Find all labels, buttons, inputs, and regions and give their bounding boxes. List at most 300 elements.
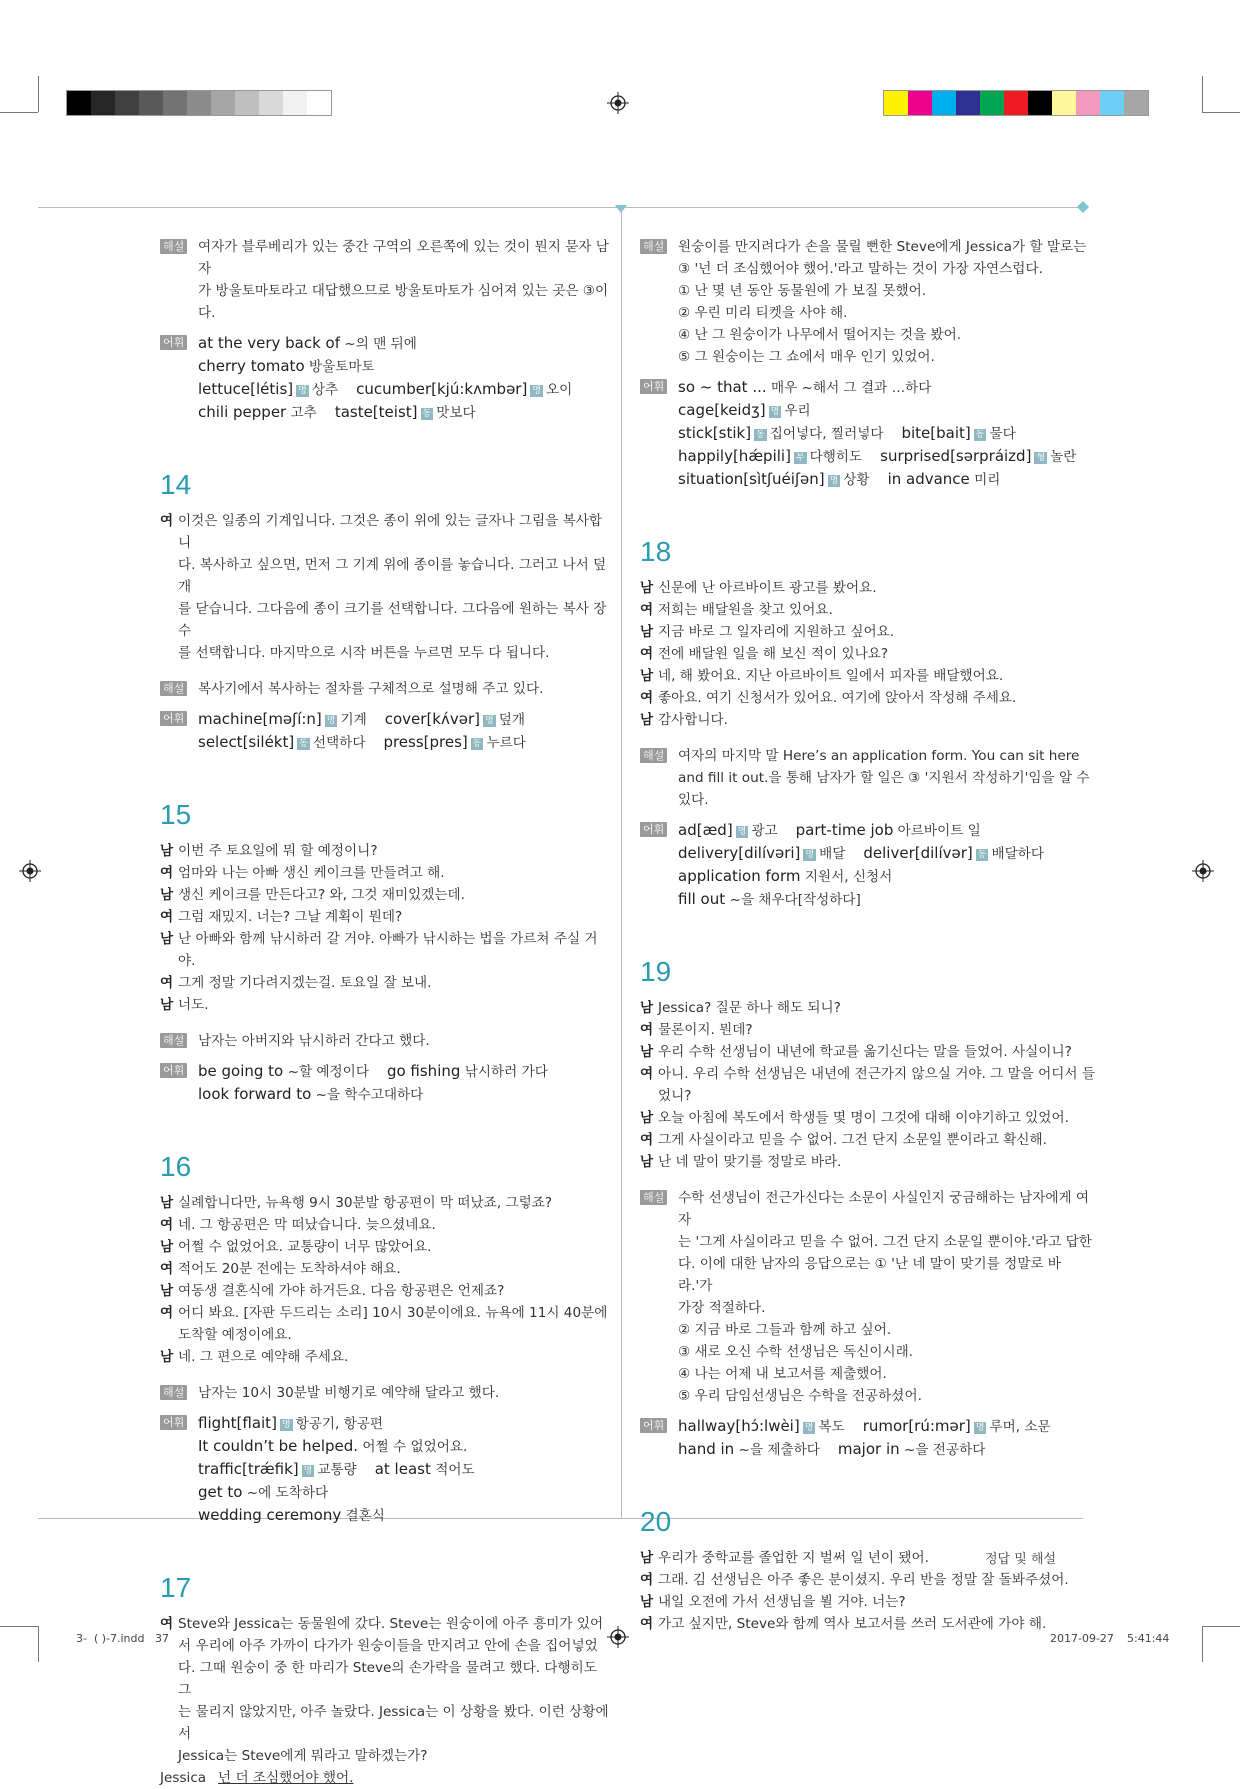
question-number: 17 [160,1572,192,1603]
vocab-meaning: 기계 [340,712,367,728]
dialog-text: 그래. 김 선생님은 아주 좋은 분이셨지. 우리 반을 정말 잘 돌봐주셨어. [658,1572,1069,1588]
dialog-text: 저희는 배달원을 찾고 있어요. [658,602,833,618]
color-swatch [1004,91,1028,115]
part-of-speech-badge: 명 [737,827,747,837]
vocab-tag: 어휘 [640,822,667,837]
dialog-text: Jessica? 질문 하나 해도 되니? [658,1000,841,1016]
vocab-term: major in [837,1440,900,1458]
vocab-term: bite[bait] [901,424,971,442]
vocab-meaning: 미리 [974,472,1001,488]
vocab-term: traffic[trǽfik] [198,1460,299,1478]
vocab-item [678,1415,845,1438]
vocab-term: cucumber[kjú:kʌmbər] [356,380,528,398]
part-of-speech-badge: 명 [805,850,815,860]
vocab-meaning: 광고 [751,823,778,839]
vocab-item [678,445,862,468]
vocab-row [678,1438,1095,1461]
speaker-label: 여 [160,513,174,529]
registration-mark-icon [607,92,629,114]
vocab-meaning: 물다 [989,426,1016,442]
dialog-text: 너도. [178,997,209,1013]
vocab-term: fill out [678,890,726,908]
q18-explanation: 여자의 마지막 말 Here’s an application form. You can sit here and fill it out.을 통해 남자가 할 일은 ③ '지원서 작성하기'임을 알 수 있다. [678,748,1090,808]
vocab-row [198,378,610,401]
dialog-text: 난 아빠와 함께 낚시하러 갈 거야. 아빠가 낚시하는 법을 가르쳐 주실 거야. [178,931,598,969]
dialog-line [160,1192,610,1214]
gray-swatch [163,91,187,115]
dialog-line [160,1258,610,1280]
part-of-speech-badge: 명 [485,716,494,726]
vocab-meaning: 루머, 소문 [989,1419,1051,1435]
dialog-line [160,906,610,928]
vocab-term: look forward to [198,1085,312,1103]
dialog-line [640,621,1095,643]
q14-vocab [198,708,610,754]
color-swatch [908,91,932,115]
vocab-meaning: 누르다 [486,735,526,751]
explanation-tag: 해설 [640,748,667,763]
speaker-label: 남 [160,887,174,903]
dialog-text: 난 네 말이 맞기를 정말로 바라. [658,1154,842,1170]
color-swatch [1100,91,1124,115]
vocab-term: taste[teist] [334,403,418,421]
page-footer-label: 정답 및 해설 [985,1552,1057,1567]
speaker-label: 남 [640,712,654,728]
vocab-item [387,1060,548,1083]
dialog-text: 네, 해 봤어요. 지난 아르바이트 일에서 피자를 배달했어요. [658,668,1004,684]
q18-vocab [678,819,1095,911]
q14-dialog [160,510,610,664]
vocab-term: part-time job [795,821,894,839]
part-of-speech-badge: 명 [298,386,307,396]
vocab-meaning: 상황 [843,472,870,488]
color-swatch [956,91,980,115]
dialog-line [640,1591,1095,1613]
dialog-line [160,1613,610,1767]
vocab-tag: 어휘 [160,335,187,350]
dialog-text: 우리가 중학교를 졸업한 지 벌써 일 년이 됐어. [658,1550,929,1566]
vocab-term: rumor[rú:mər] [862,1417,971,1435]
dialog-line [640,1569,1095,1591]
vocab-meaning: 매우 ~해서 그 결과 …하다 [770,380,932,396]
q16-vocab [198,1412,610,1527]
dialog-text: 신문에 난 아르바이트 광고를 봤어요. [658,580,877,596]
part-of-speech-badge: 명 [281,1420,291,1430]
q15-explanation: 남자는 아버지와 낚시하러 간다고 했다. [198,1033,430,1049]
speaker-label: 남 [640,1044,654,1060]
vocab-row [678,445,1095,468]
vocab-item [385,708,525,731]
dialog-line [160,510,610,664]
question-number: 19 [640,956,672,987]
vocab-term: at the very back of [198,334,341,352]
speaker-label: 여 [160,1217,174,1233]
vocab-meaning: 놀란 [1050,449,1077,465]
part-of-speech-badge: 동 [472,739,482,749]
dialog-line [640,687,1095,709]
dialog-line [160,1236,610,1258]
dialog-text: 전에 배달원 일을 해 보신 적이 있나요? [658,646,889,662]
vocab-term: ad[æd] [678,821,733,839]
slug-date: 2017-09-27 [1050,1632,1114,1645]
vocab-term: flight[flait] [198,1414,277,1432]
gray-swatch [91,91,115,115]
question-number: 18 [640,536,672,567]
vocab-term: at least [374,1460,431,1478]
speaker-label: 남 [640,1550,654,1566]
vocab-item [198,708,367,731]
vocab-item [863,1415,1051,1438]
q17-dialog [160,1613,610,1767]
vocab-meaning: 배달 [819,846,846,862]
speaker-label: 남 [640,580,654,596]
speaker-label: 여 [160,1305,174,1321]
vocab-item [375,1458,475,1481]
part-of-speech-badge: 형 [1036,453,1046,463]
vocab-row [198,1060,610,1083]
dialog-text: Steve와 Jessica는 동물원에 갔다. Steve는 원숭이에 아주 흥미가 있어 [178,1616,604,1632]
speaker-label: 남 [640,1154,654,1170]
vocab-row [678,422,1095,445]
vocab-item [198,1435,467,1458]
vocab-term: happily[hǽpili] [678,447,791,465]
vocab-term: so ~ that ... [678,378,767,396]
vocab-row [678,376,1095,422]
dialog-line [640,1041,1095,1063]
vocab-item [198,1060,369,1083]
dialog-line [640,1019,1095,1041]
vocab-item [863,842,1044,865]
q15-dialog [160,840,610,1016]
dialog-line [160,994,610,1016]
dialog-text: 그게 사실이라고 믿을 수 없어. 그건 단지 소문일 뿐이라고 확신해. [658,1132,1047,1148]
q19-vocab [678,1415,1095,1461]
dialog-text: 네. 그 항공편은 막 떠났습니다. 늦으셨네요. [178,1217,436,1233]
vocab-item [198,332,417,355]
vocab-row [678,842,1095,865]
vocab-meaning: 복도 [818,1419,845,1435]
speaker-label: 남 [160,1349,174,1365]
q14-explanation: 복사기에서 복사하는 절차를 구체적으로 설명해 주고 있다. [198,681,544,697]
part-of-speech-badge: 명 [829,476,839,486]
crop-mark [38,1626,39,1662]
color-swatch [1052,91,1076,115]
vocab-item [678,468,870,491]
part-of-speech-badge: 동 [299,739,308,749]
vocab-meaning: 어쩔 수 없었어요. [362,1439,468,1455]
vocab-item [198,1412,383,1435]
gray-swatch [115,91,139,115]
vocab-item [383,731,525,754]
slug-filename: 3- ( )-7.indd 37 [76,1632,169,1645]
gray-swatch [283,91,307,115]
vocab-term: hallway[hɔ́:lwèi] [678,1417,800,1435]
vocab-item [796,819,981,842]
part-of-speech-badge: 동 [975,430,985,440]
vocab-meaning: 오이 [546,382,573,398]
vocab-term: stick[stik] [678,424,752,442]
part-of-speech-badge: 명 [532,386,542,396]
vocab-meaning: 지원서, 신청서 [804,869,893,885]
gray-swatch [139,91,163,115]
color-swatch [1076,91,1100,115]
vocab-item [198,378,338,401]
q17-answer: Jessica 넌 더 조심했어야 했어. [160,1770,354,1786]
dialog-line [640,709,1095,731]
diamond-icon [1077,201,1089,213]
crop-mark [1202,112,1240,113]
vocab-item [678,422,883,445]
dialog-text: 좋아요. 여기 신청서가 있어요. 여기에 앉아서 작성해 주세요. [658,690,1017,706]
part-of-speech-badge: 명 [303,1466,313,1476]
vocab-row [198,1435,610,1458]
question-number: 16 [160,1151,192,1182]
vocab-term: in advance [887,470,970,488]
color-swatch [980,91,1004,115]
q15-vocab [198,1060,610,1106]
dialog-line [640,1129,1095,1151]
vocab-row [678,1415,1095,1438]
dialog-text: 다. 복사하고 싶으면, 먼저 그 기계 위에 종이를 놓습니다. 그러고 나서 덮개 [178,557,607,595]
dialog-text: 를 선택합니다. 마지막으로 시작 버튼을 누르면 모두 다 됩니다. [178,645,550,661]
dialog-text: Jessica는 Steve에게 뭐라고 말하겠는가? [178,1748,428,1764]
process-color-bar [883,90,1149,116]
vocab-item [888,468,1001,491]
dialog-text: 를 닫습니다. 그다음에 종이 크기를 선택합니다. 그다음에 원하는 복사 장수 [178,601,607,639]
vocab-term: go fishing [386,1062,461,1080]
vocab-term: deliver[dilívər] [863,844,973,862]
vocab-item [198,1083,423,1106]
dialog-text: 여동생 결혼식에 가야 하거든요. 다음 항공편은 언제죠? [178,1283,505,1299]
vocab-term: hand in [678,1440,735,1458]
dialog-line [640,665,1095,687]
vocab-term: press[pres] [383,733,468,751]
vocab-meaning: ~을 전공하다 [903,1442,986,1458]
vocab-meaning: 우리 [784,403,811,419]
question-number: 15 [160,799,192,830]
vocab-meaning: 상추 [311,382,339,398]
color-swatch [884,91,908,115]
part-of-speech-badge: 명 [770,407,780,417]
vocab-item [880,445,1076,468]
vocab-meaning: 낚시하러 가다 [464,1064,548,1080]
crop-mark [1202,1626,1240,1627]
vocab-tag: 어휘 [160,1415,187,1430]
speaker-label: 남 [640,1594,654,1610]
vocab-item [198,1504,385,1527]
speaker-label: 여 [640,646,654,662]
column-divider [621,208,622,1518]
registration-mark-icon [1192,860,1214,882]
dialog-line [640,643,1095,665]
vocab-term: surprised[sərpráizd] [880,447,1032,465]
vocab-row [198,401,610,424]
explanation-tag: 해설 [160,1385,187,1400]
q17-explanation: 원숭이를 만지려다가 손을 물릴 뻔한 Steve에게 Jessica가 할 말로는 ③ '넌 더 조심했어야 했어.'라고 말하는 것이 가장 자연스럽다. ① 난 몇 년 동안 동물원에 가 보질 못했어. ② 우린 미리 티켓을 사야 해. ④ 난 그 원숭이가 나무에서 떨어지는 것을 봤어. ⑤ 그 원숭이는 그 쇼에서 매우 인기 있었어. [678,239,1087,365]
speaker-label: 남 [160,931,174,947]
vocab-meaning: 집어넣다, 찔러넣다 [769,426,884,442]
dialog-line [160,928,610,972]
vocab-item [678,842,845,865]
vocab-meaning: 맛보다 [436,405,476,421]
vocab-item [198,355,375,378]
vocab-row [678,865,1095,911]
explanation-tag: 해설 [160,1033,187,1048]
q19-dialog [640,997,1095,1173]
vocab-term: lettuce[létis] [198,380,294,398]
dialog-text: 실례합니다만, 뉴욕행 9시 30분발 항공편이 막 떠났죠, 그렇죠? [178,1195,553,1211]
slug-time: 5:41:44 [1127,1632,1170,1645]
gray-swatch [67,91,91,115]
top-rule [38,207,1083,208]
dialog-text: 내일 오전에 가서 선생님을 뵐 거야. 너는? [658,1594,906,1610]
part-of-speech-badge: 명 [804,1423,814,1433]
vocab-row [198,1083,610,1106]
part-of-speech-badge: 명 [975,1423,985,1433]
dialog-text: 그럼 재밌지. 너는? 그날 계획이 뭔데? [178,909,403,925]
vocab-item [356,378,572,401]
vocab-item [678,399,811,422]
vocab-term: situation[sìtʃuéiʃən] [678,470,825,488]
vocab-term: application form [678,867,801,885]
crop-mark [1202,1626,1203,1662]
dialog-line [640,577,1095,599]
dialog-text: 지금 바로 그 일자리에 지원하고 싶어요. [658,624,895,640]
speaker-label: 여 [640,602,654,618]
dialog-line [160,1302,610,1346]
dialog-text: 아니. 우리 수학 선생님은 내년에 전근가지 않으실 거야. 그 말을 어디서 들 [658,1066,1095,1082]
vocab-meaning: 교통량 [317,1462,357,1478]
part-of-speech-badge: 동 [977,850,987,860]
gray-swatch [187,91,211,115]
vocab-term: select[silékt] [198,733,295,751]
part-of-speech-badge: 동 [756,430,765,440]
vocab-item [335,401,476,424]
vocab-term: be going to [198,1062,284,1080]
dialog-line [160,1214,610,1236]
vocab-meaning: 적어도 [435,1462,475,1478]
explanation-tag: 해설 [640,1190,667,1205]
dialog-line [160,1346,610,1368]
vocab-meaning: ~에 도착하다 [246,1485,329,1501]
dialog-text: 었니? [658,1088,692,1104]
vocab-term: cover[kʌ́vər] [384,710,480,728]
vocab-row [678,819,1095,842]
speaker-label: 남 [160,997,174,1013]
vocab-row [198,332,610,378]
speaker-label: 여 [640,690,654,706]
dialog-text: 물론이지. 뭔데? [658,1022,753,1038]
q13-explanation: 여자가 블루베리가 있는 중간 구역의 오른쪽에 있는 것이 뭔지 묻자 남자 가 방울토마토라고 대답했으므로 방울토마토가 심어져 있는 곳은 ③이다. [198,239,609,321]
vocab-term: cage[keidʒ] [678,401,766,419]
right-column [640,236,1095,1635]
dialog-text: 엄마와 나는 아빠 생신 케이크를 만들려고 해. [178,865,445,881]
speaker-label: 여 [640,1572,654,1588]
dialog-line [640,1107,1095,1129]
vocab-item [838,1438,985,1461]
vocab-meaning: ~을 학수고대하다 [315,1087,424,1103]
speaker-label: 여 [160,1616,174,1632]
vocab-item [901,422,1015,445]
dialog-text: 감사합니다. [658,712,728,728]
vocab-row [198,1412,610,1435]
speaker-label: 남 [640,668,654,684]
vocab-term: chili pepper [198,403,287,421]
dialog-text: 서 우리에 아주 가까이 다가가 원숭이들을 만지려고 안에 손을 집어넣었 [178,1638,598,1654]
speaker-label: 남 [160,843,174,859]
q16-dialog [160,1192,610,1368]
part-of-speech-badge: 명 [326,716,336,726]
vocab-term: delivery[dilívəri] [678,844,801,862]
vocab-item [198,1481,328,1504]
part-of-speech-badge: 동 [422,409,432,419]
part-of-speech-badge: 부 [795,453,805,463]
color-swatch [1028,91,1052,115]
explanation-tag: 해설 [640,239,667,254]
vocab-term: get to [198,1483,243,1501]
vocab-meaning: ~할 예정이다 [287,1064,369,1080]
dialog-text: 다. 그때 원숭이 중 한 마리가 Steve의 손가락을 물려고 했다. 다행히도 그 [178,1660,597,1698]
color-swatch [932,91,956,115]
vocab-row [198,1504,610,1527]
vocab-meaning: 방울토마토 [308,359,375,375]
dialog-text: 네. 그 편으로 예약해 주세요. [178,1349,349,1365]
vocab-meaning: 결혼식 [345,1508,385,1524]
vocab-row [198,731,610,754]
vocab-tag: 어휘 [640,379,667,394]
speaker-label: 남 [640,624,654,640]
speaker-label: 여 [640,1132,654,1148]
vocab-meaning: ~을 채우다[작성하다] [729,892,861,908]
dialog-text: 그게 정말 기다려지겠는걸. 토요일 잘 보내. [178,975,432,991]
vocab-meaning: 고추 [290,405,317,421]
dialog-text: 어디 봐요. [자판 두드리는 소리] 10시 30분이에요. 뉴욕에 11시 40분에 [178,1305,608,1321]
vocab-meaning: 항공기, 항공편 [295,1416,384,1432]
dialog-text: 가고 싶지만, Steve와 함께 역사 보고서를 쓰러 도서관에 가야 해. [658,1616,1047,1632]
dialog-text: 이번 주 토요일에 뭐 할 예정이니? [178,843,378,859]
vocab-item [198,401,317,424]
vocab-row [198,708,610,731]
gray-swatch [211,91,235,115]
left-column [160,236,610,1789]
vocab-meaning: 아르바이트 일 [897,823,981,839]
vocab-meaning: 다행히도 [809,449,863,465]
speaker-label: 남 [640,1110,654,1126]
q19-explanation: 수학 선생님이 전근가신다는 소문이 사실인지 궁금해하는 남자에게 여자 는 '그게 사실이라고 믿을 수 없어. 그건 단지 소문일 뿐이야.'라고 답한 다. 이에 대한 남자의 응답으로는 ① '난 네 말이 맞기를 정말로 바라.'가 가장 적절하다. ② 지금 바로 그들과 함께 하고 싶어. ③ 새로 오신 수학 선생님은 독신이시래. ④ 나는 어제 내 보고서를 제출했어. ⑤ 우리 담임선생님은 수학을 전공하셨어. [678,1190,1092,1404]
vocab-row [198,1458,610,1504]
dialog-line [160,840,610,862]
crop-mark [38,76,39,112]
speaker-label: 남 [160,1283,174,1299]
dialog-line [640,1063,1095,1107]
dialog-line [160,884,610,906]
vocab-tag: 어휘 [160,1063,187,1078]
q18-dialog [640,577,1095,731]
dialog-line [640,1613,1095,1635]
vocab-term: machine[məʃí:n] [198,710,322,728]
vocab-item [198,731,365,754]
vocab-term: cherry tomato [198,357,305,375]
dialog-line [640,1151,1095,1173]
vocab-row [678,468,1095,491]
gray-swatch [307,91,331,115]
q13-vocab [198,332,610,424]
speaker-label: 여 [160,975,174,991]
dialog-line [160,862,610,884]
dialog-text: 어쩔 수 없었어요. 교통량이 너무 많았어요. [178,1239,432,1255]
explanation-tag: 해설 [160,681,187,696]
question-number: 14 [160,469,192,500]
